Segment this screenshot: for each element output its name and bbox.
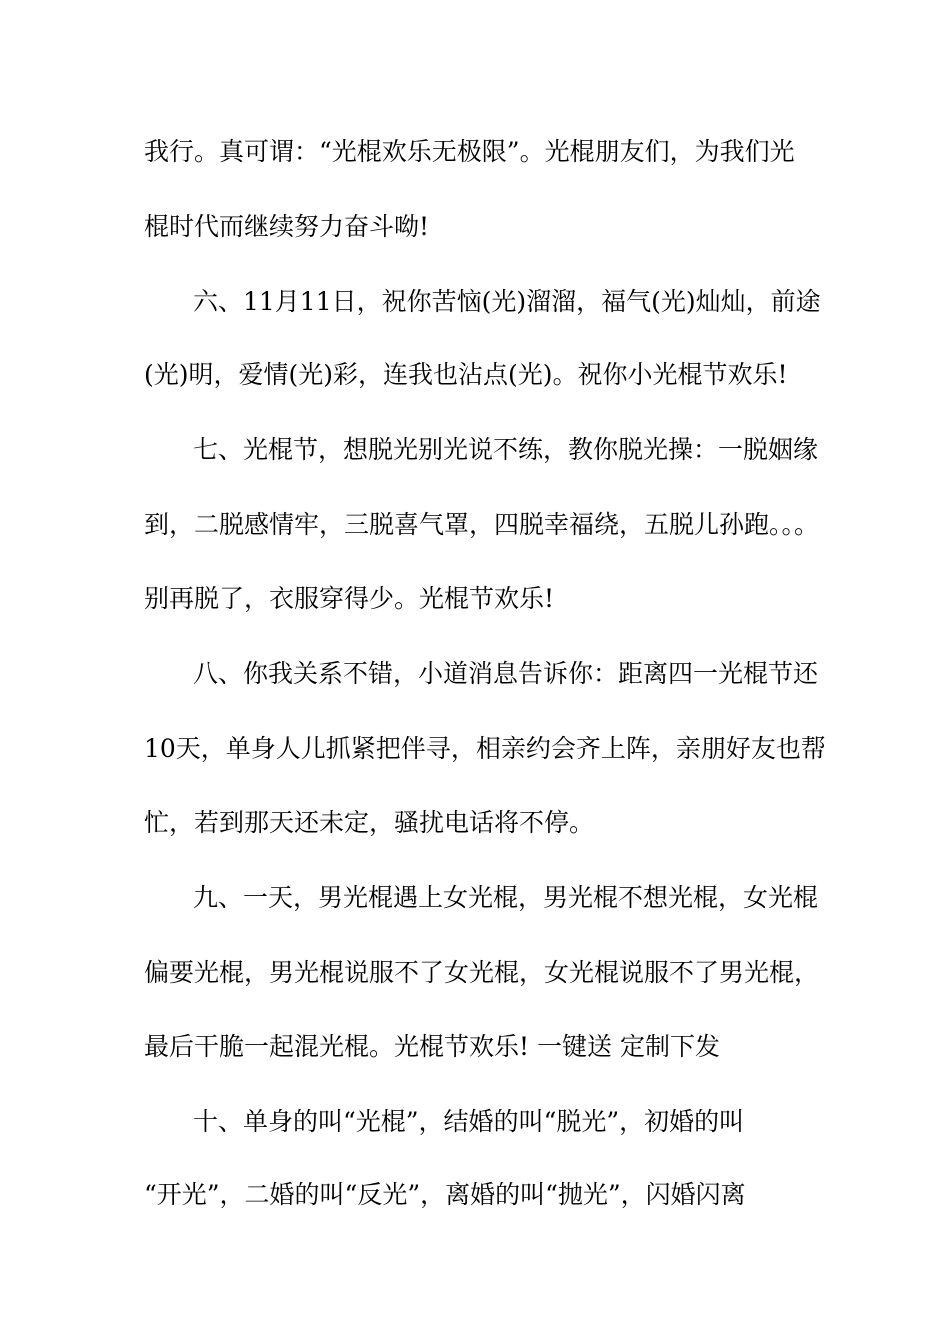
text-line-4: (光)明，爱情(光)彩，连我也沾点(光)。祝你小光棍节欢乐!: [144, 360, 788, 389]
text-line-6: 到，二脱感情牢，三脱喜气罩，四脱幸福绕，五脱儿孙跑。。。: [144, 510, 820, 539]
text-line-11: 九、一天，男光棍遇上女光棍，男光棍不想光棍，女光棍: [193, 883, 819, 912]
text-line-15: “开光”，二婚的叫“反光”，离婚的叫“抛光”，闪婚闪离: [144, 1180, 746, 1209]
text-line-5: 七、光棍节，想脱光别光说不练，教你脱光操：一脱姻缘: [193, 435, 819, 464]
text-line-7: 别再脱了，衣服穿得少。光棍节欢乐!: [144, 584, 555, 613]
text-line-3: 六、11月11日，祝你苦恼(光)溜溜，福气(光)灿灿，前途: [193, 287, 821, 316]
text-line-9: 10天，单身人儿抓紧把伴寻，相亲约会齐上阵，亲朋好友也帮: [144, 734, 826, 763]
text-line-14: 十、单身的叫“光棍”，结婚的叫“脱光”，初婚的叫: [193, 1107, 745, 1136]
text-line-13: 最后干脆一起混光棍。光棍节欢乐! 一键送 定制下发: [144, 1032, 720, 1061]
text-line-8: 八、你我关系不错，小道消息告诉你：距离四一光棍节还: [193, 659, 819, 688]
text-line-2: 棍时代而继续努力奋斗呦!: [144, 212, 430, 241]
text-line-12: 偏要光棍，男光棍说服不了女光棍，女光棍说服不了男光棍，: [144, 958, 820, 987]
text-line-10: 忙，若到那天还未定，骚扰电话将不停。: [144, 808, 595, 837]
text-line-1: 我行。真可谓：“光棍欢乐无极限”。光棍朋友们，为我们光: [144, 137, 795, 166]
